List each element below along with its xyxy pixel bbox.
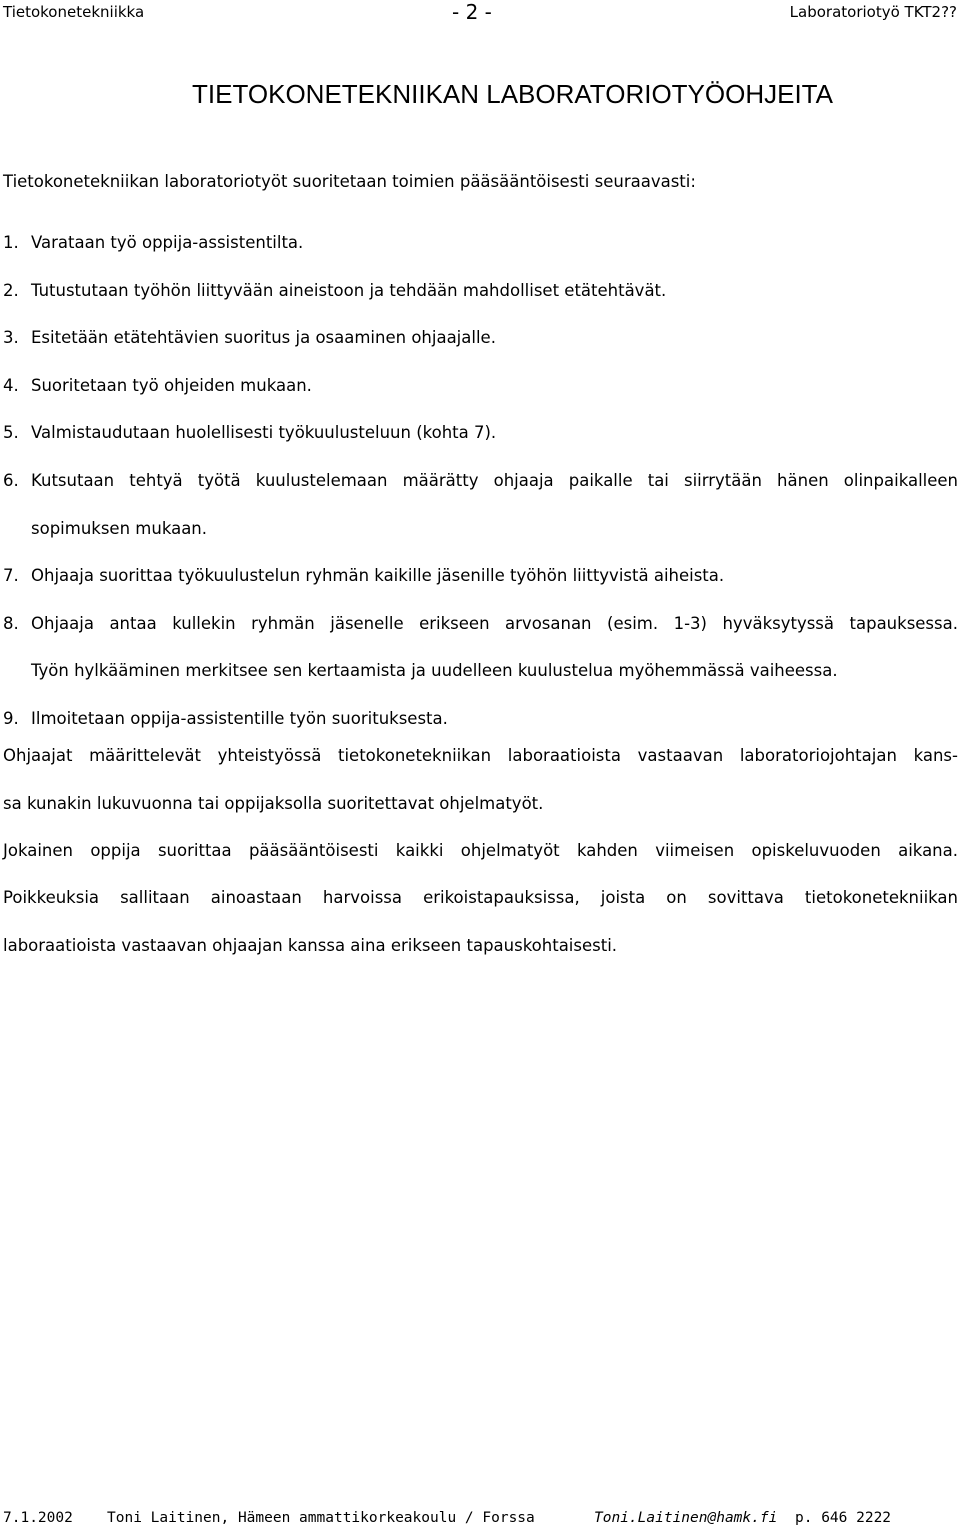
step-text: Kutsutaan tehtyä työtä kuulustelemaan määrätty ohjaaja paikalle tai siirrytään hänen olinpaikalleen xyxy=(31,470,958,490)
steps-list xyxy=(3,219,958,743)
step-number: 6. xyxy=(3,470,19,490)
step-number: 4. xyxy=(3,375,19,395)
step-text: Esitetään etätehtävien suoritus ja osaaminen ohjaajalle. xyxy=(31,328,496,348)
list-item xyxy=(3,409,958,457)
intro-text: Tietokonetekniikan laboratoriotyöt suoritetaan toimien pääsääntöisesti seuraavasti: xyxy=(3,172,696,191)
step-text: Ilmoitetaan oppija-assistentille työn suorituksesta. xyxy=(31,708,448,728)
step-number: 1. xyxy=(3,233,19,252)
header-page-number: - 2 - xyxy=(452,0,492,24)
step-number: 8. xyxy=(3,613,19,633)
step-number: 7. xyxy=(3,566,19,586)
footer-phone: p. 646 2222 xyxy=(795,1510,892,1526)
list-item xyxy=(3,600,958,695)
paragraph-line: Jokainen oppija suorittaa pääsääntöisesti kaikki ohjelmatyöt kahden viimeisen opiskeluvuoden aikana. xyxy=(3,841,958,860)
step-text: Varataan työ oppija-assistentilta. xyxy=(31,233,304,252)
step-text: Valmistaudutaan huolellisesti työkuulusteluun (kohta 7). xyxy=(31,423,497,443)
paragraph-line: laboraatioista vastaavan ohjaajan kanssa aina erikseen tapauskohtaisesti. xyxy=(3,935,618,955)
list-item xyxy=(3,457,958,552)
paragraph-line: Poikkeuksia sallitaan ainoastaan harvoissa erikoistapauksissa, joista on sovittava tietokonetekniikan xyxy=(3,888,958,907)
header-document-code: Laboratoriotyö TKT2?? xyxy=(789,3,957,21)
step-text-continued: sopimuksen mukaan. xyxy=(31,518,208,538)
step-text: Ohjaaja antaa kullekin ryhmän jäsenelle erikseen arvosanan (esim. 1-3) hyväksytyssä tapauksessa. xyxy=(31,613,958,633)
step-number: 2. xyxy=(3,280,19,300)
footer-author: Toni Laitinen, Hämeen ammattikorkeakoulu / Forssa xyxy=(107,1510,535,1526)
step-text-continued: Työn hylkääminen merkitsee sen kertaamista ja uudelleen kuulustelua myöhemmässä vaiheessa. xyxy=(31,661,838,681)
document-title: TIETOKONETEKNIIKAN LABORATORIOTYÖOHJEITA xyxy=(192,79,833,109)
list-item xyxy=(3,267,958,315)
page-footer xyxy=(0,1510,960,1530)
paragraph-exceptions xyxy=(3,874,958,969)
paragraph-line: Ohjaajat määrittelevät yhteistyössä tietokonetekniikan laboraatioista vastaavan laboratoriojohtajan kans- xyxy=(3,746,958,765)
list-item xyxy=(3,219,958,267)
header-course-name: Tietokonetekniikka xyxy=(3,3,145,21)
list-item xyxy=(3,552,958,600)
step-text: Tutustutaan työhön liittyvään aineistoon ja tehdään mahdolliset etätehtävät. xyxy=(31,280,667,300)
paragraph-supervisors xyxy=(3,732,958,827)
page-header xyxy=(0,0,960,30)
step-number: 5. xyxy=(3,423,19,443)
footer-date: 7.1.2002 xyxy=(3,1510,73,1526)
step-text: Suoritetaan työ ohjeiden mukaan. xyxy=(31,375,312,395)
list-item xyxy=(3,362,958,410)
paragraph-completion xyxy=(3,827,958,875)
step-number: 3. xyxy=(3,328,19,348)
list-item xyxy=(3,314,958,362)
footer-email: Toni.Laitinen@hamk.fi xyxy=(594,1510,778,1526)
paragraph-line: sa kunakin lukuvuonna tai oppijaksolla suoritettavat ohjelmatyöt. xyxy=(3,793,544,813)
step-number: 9. xyxy=(3,708,19,728)
step-text: Ohjaaja suorittaa työkuulustelun ryhmän kaikille jäsenille työhön liittyvistä aiheista. xyxy=(31,566,725,586)
